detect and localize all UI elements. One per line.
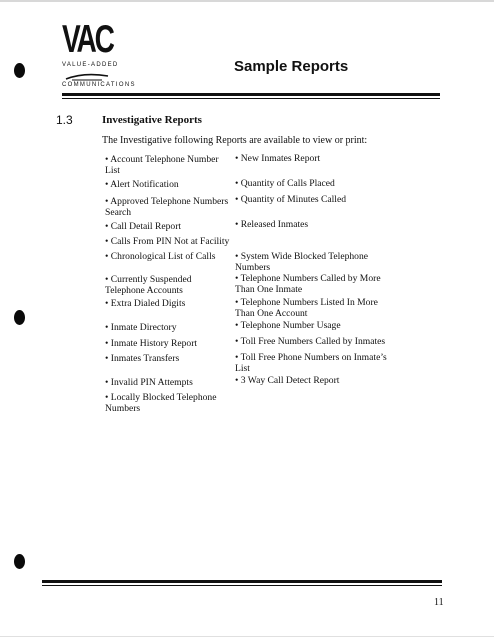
vac-logo: VAC (62, 18, 113, 61)
report-item: • System Wide Blocked Telephone Numbers (235, 251, 369, 273)
report-item: • Call Detail Report (105, 221, 182, 232)
report-item: • Toll Free Phone Numbers on Inmate’s List (235, 352, 387, 374)
report-item: • Alert Notification (105, 179, 179, 190)
logo-tagline-top: VALUE-ADDED (62, 62, 119, 68)
report-item: • Invalid PIN Attempts (105, 377, 193, 388)
header-rule (62, 93, 440, 96)
report-item: • Toll Free Numbers Called by Inmates (235, 336, 386, 347)
footer-rule-thin (42, 585, 442, 586)
report-item: • Released Inmates (235, 219, 309, 230)
report-item: • Calls From PIN Not at Facility (105, 236, 230, 247)
report-item: • Quantity of Minutes Called (235, 194, 347, 205)
scan-edge-top (0, 0, 494, 2)
section-title: Investigative Reports (102, 114, 202, 126)
report-item: • Chronological List of Calls (105, 251, 216, 262)
logo-tagline-bottom: COMMUNICATIONS (62, 82, 136, 88)
page-title: Sample Reports (234, 58, 349, 75)
report-item: • Inmate History Report (105, 338, 198, 349)
punch-hole-middle (14, 310, 25, 325)
report-item: • Telephone Number Usage (235, 320, 341, 331)
report-item: • Inmate Directory (105, 322, 177, 333)
report-item: • Inmates Transfers (105, 353, 180, 364)
section-number: 1.3 (56, 113, 73, 127)
report-item: • Account Telephone Number List (105, 154, 219, 176)
report-item: • Extra Dialed Digits (105, 298, 186, 309)
header-rule-thin (62, 98, 440, 99)
footer-rule (42, 580, 442, 583)
punch-hole-top (14, 63, 25, 78)
section-intro: The Investigative following Reports are available to view or print: (102, 135, 368, 146)
scan-edge-bottom (0, 636, 494, 637)
report-item: • Telephone Numbers Called by More Than One Inmate (235, 273, 381, 295)
page-number: 11 (434, 597, 444, 608)
punch-hole-bottom (14, 554, 25, 569)
report-item: • Approved Telephone Numbers Search (105, 196, 229, 218)
report-item: • Telephone Numbers Listed In More Than One Account (235, 297, 378, 319)
report-item: • 3 Way Call Detect Report (235, 375, 340, 386)
report-item: • New Inmates Report (235, 153, 321, 164)
report-item: • Currently Suspended Telephone Accounts (105, 274, 192, 296)
logo-swoosh-icon (62, 70, 112, 82)
report-item: • Quantity of Calls Placed (235, 178, 335, 189)
report-item: • Locally Blocked Telephone Numbers (105, 392, 217, 414)
